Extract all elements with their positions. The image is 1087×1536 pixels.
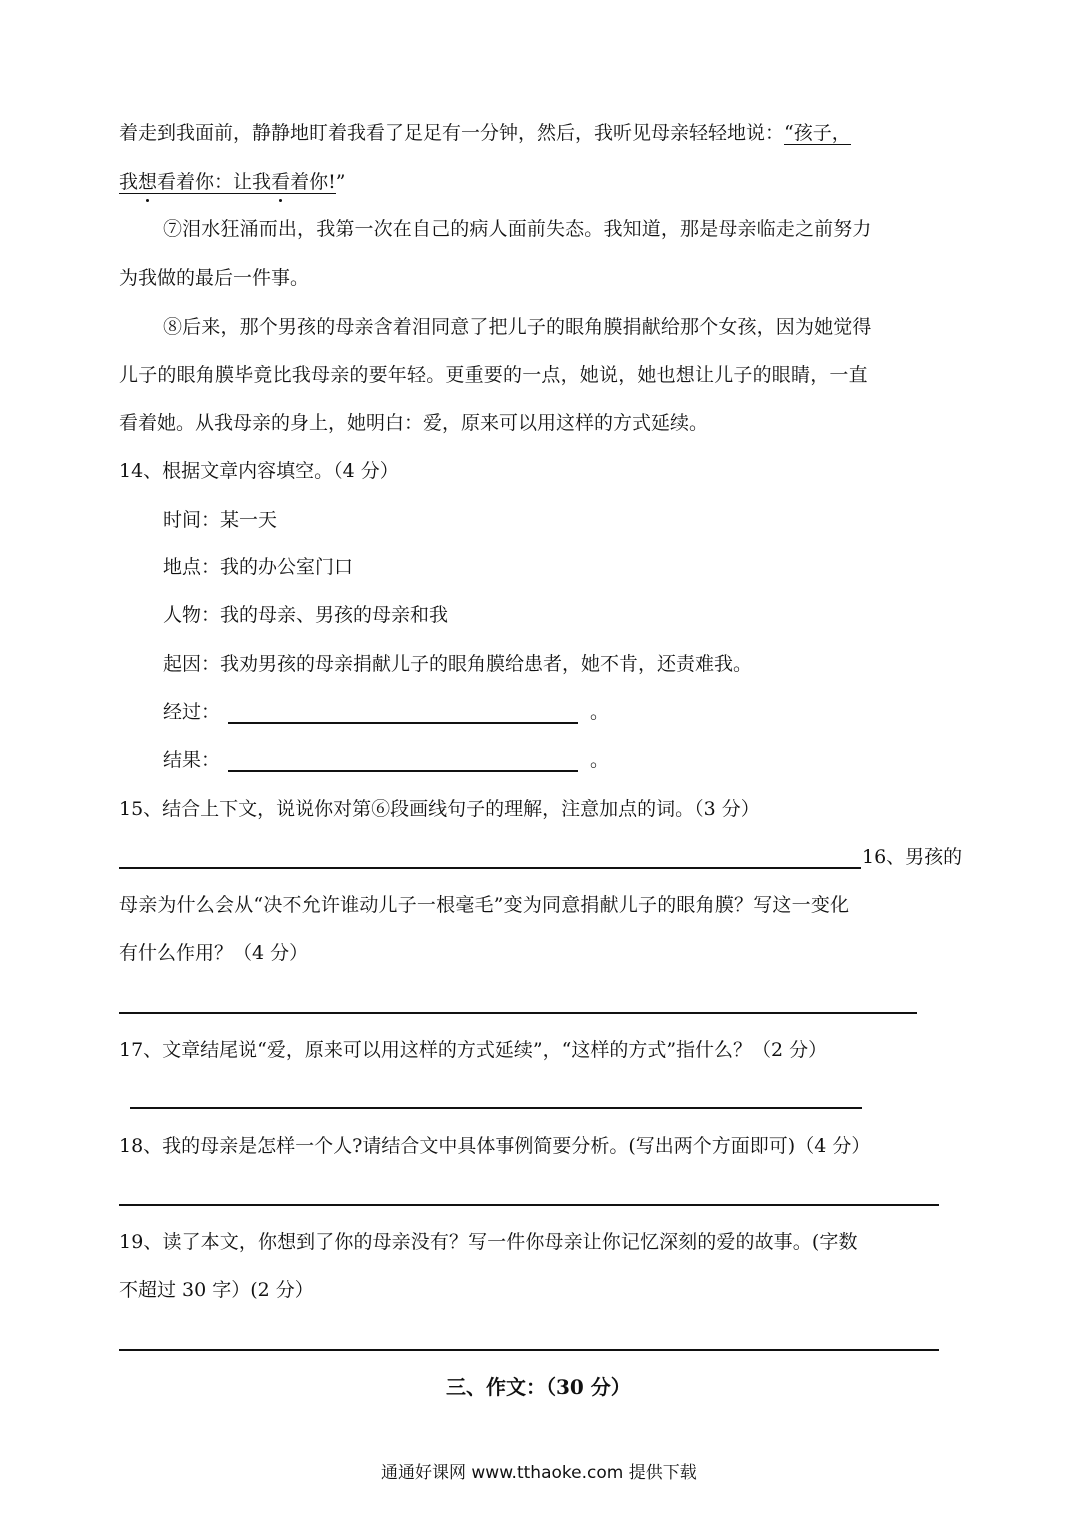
question-16-line2: 母亲为什么会从“决不允许谁动儿子一根毫毛”变为同意捐献儿子的眼角膜？写这一变化 xyxy=(119,894,850,916)
passage-p7-line2: 为我做的最后一件事。 xyxy=(119,267,310,289)
question-17: 17、文章结尾说“爱，原来可以用这样的方式延续”，“这样的方式”指什么？（2 分） xyxy=(119,1039,828,1061)
q16-answer-line[interactable] xyxy=(119,1012,917,1014)
passage-p7-line1: ⑦泪水狂涌而出，我第一次在自己的病人面前失态。我知道，那是母亲临走之前努力 xyxy=(163,218,872,240)
q19-answer-line[interactable] xyxy=(119,1349,939,1351)
underlined-sentence-cont: 我想看着你：让我看着你! xyxy=(119,171,336,193)
q14-place: 地点：我的办公室门口 xyxy=(163,556,354,578)
q14-process-label: 经过： xyxy=(163,701,221,723)
q14-result-period: 。 xyxy=(590,749,610,771)
question-18: 18、我的母亲是怎样一个人?请结合文中具体事例简要分析。(写出两个方面即可)（4 分） xyxy=(119,1135,871,1157)
underlined-sentence: “孩子， xyxy=(784,122,851,144)
question-19-line2: 不超过 30 字）(2 分） xyxy=(119,1279,314,1301)
passage-p8-line1: ⑧后来，那个男孩的母亲含着泪同意了把儿子的眼角膜捐献给那个女孩，因为她觉得 xyxy=(163,316,872,338)
q14-people: 人物：我的母亲、男孩的母亲和我 xyxy=(163,604,449,626)
question-15: 15、结合上下文，说说你对第⑥段画线句子的理解，注意加点的词。（3 分） xyxy=(119,798,760,820)
passage-p6-line2: 我想看着你：让我看着你!” xyxy=(119,171,346,193)
q14-time: 时间：某一天 xyxy=(163,509,278,531)
passage-p8-line2: 儿子的眼角膜毕竟比我母亲的要年轻。更重要的一点，她说，她也想让儿子的眼睛，一直 xyxy=(119,364,868,386)
q14-result-answer-line[interactable] xyxy=(228,770,578,772)
question-14: 14、根据文章内容填空。（4 分） xyxy=(119,460,399,482)
q14-process-period: 。 xyxy=(590,701,610,723)
footer-watermark: 通通好课网 www.tthaoke.com 提供下载 xyxy=(381,1463,697,1483)
passage-p6-line1: 着走到我面前，静静地盯着我看了足足有一分钟，然后，我听见母亲轻轻地说：“孩子， xyxy=(119,122,851,144)
question-19-line1: 19、读了本文，你想到了你的母亲没有？写一件你母亲让你记忆深刻的爱的故事。(字数 xyxy=(119,1231,858,1253)
dotted-word-1: 想 xyxy=(138,171,158,193)
q17-answer-line[interactable] xyxy=(130,1107,862,1109)
q15-answer-line[interactable] xyxy=(119,867,861,869)
section-title: 三、作文：（30 分） xyxy=(446,1375,631,1399)
passage-p8-line3: 看着她。从我母亲的身上，她明白：爱，原来可以用这样的方式延续。 xyxy=(119,412,709,434)
q14-process-answer-line[interactable] xyxy=(228,722,578,724)
question-16-start: 16、男孩的 xyxy=(862,846,963,868)
q18-answer-line[interactable] xyxy=(119,1204,939,1206)
q14-result-label: 结果： xyxy=(163,749,221,771)
dotted-word-2: 看 xyxy=(271,171,291,193)
question-16-line3: 有什么作用？（4 分） xyxy=(119,942,309,964)
q14-cause: 起因：我劝男孩的母亲捐献儿子的眼角膜给患者，她不肯，还责难我。 xyxy=(163,653,753,675)
